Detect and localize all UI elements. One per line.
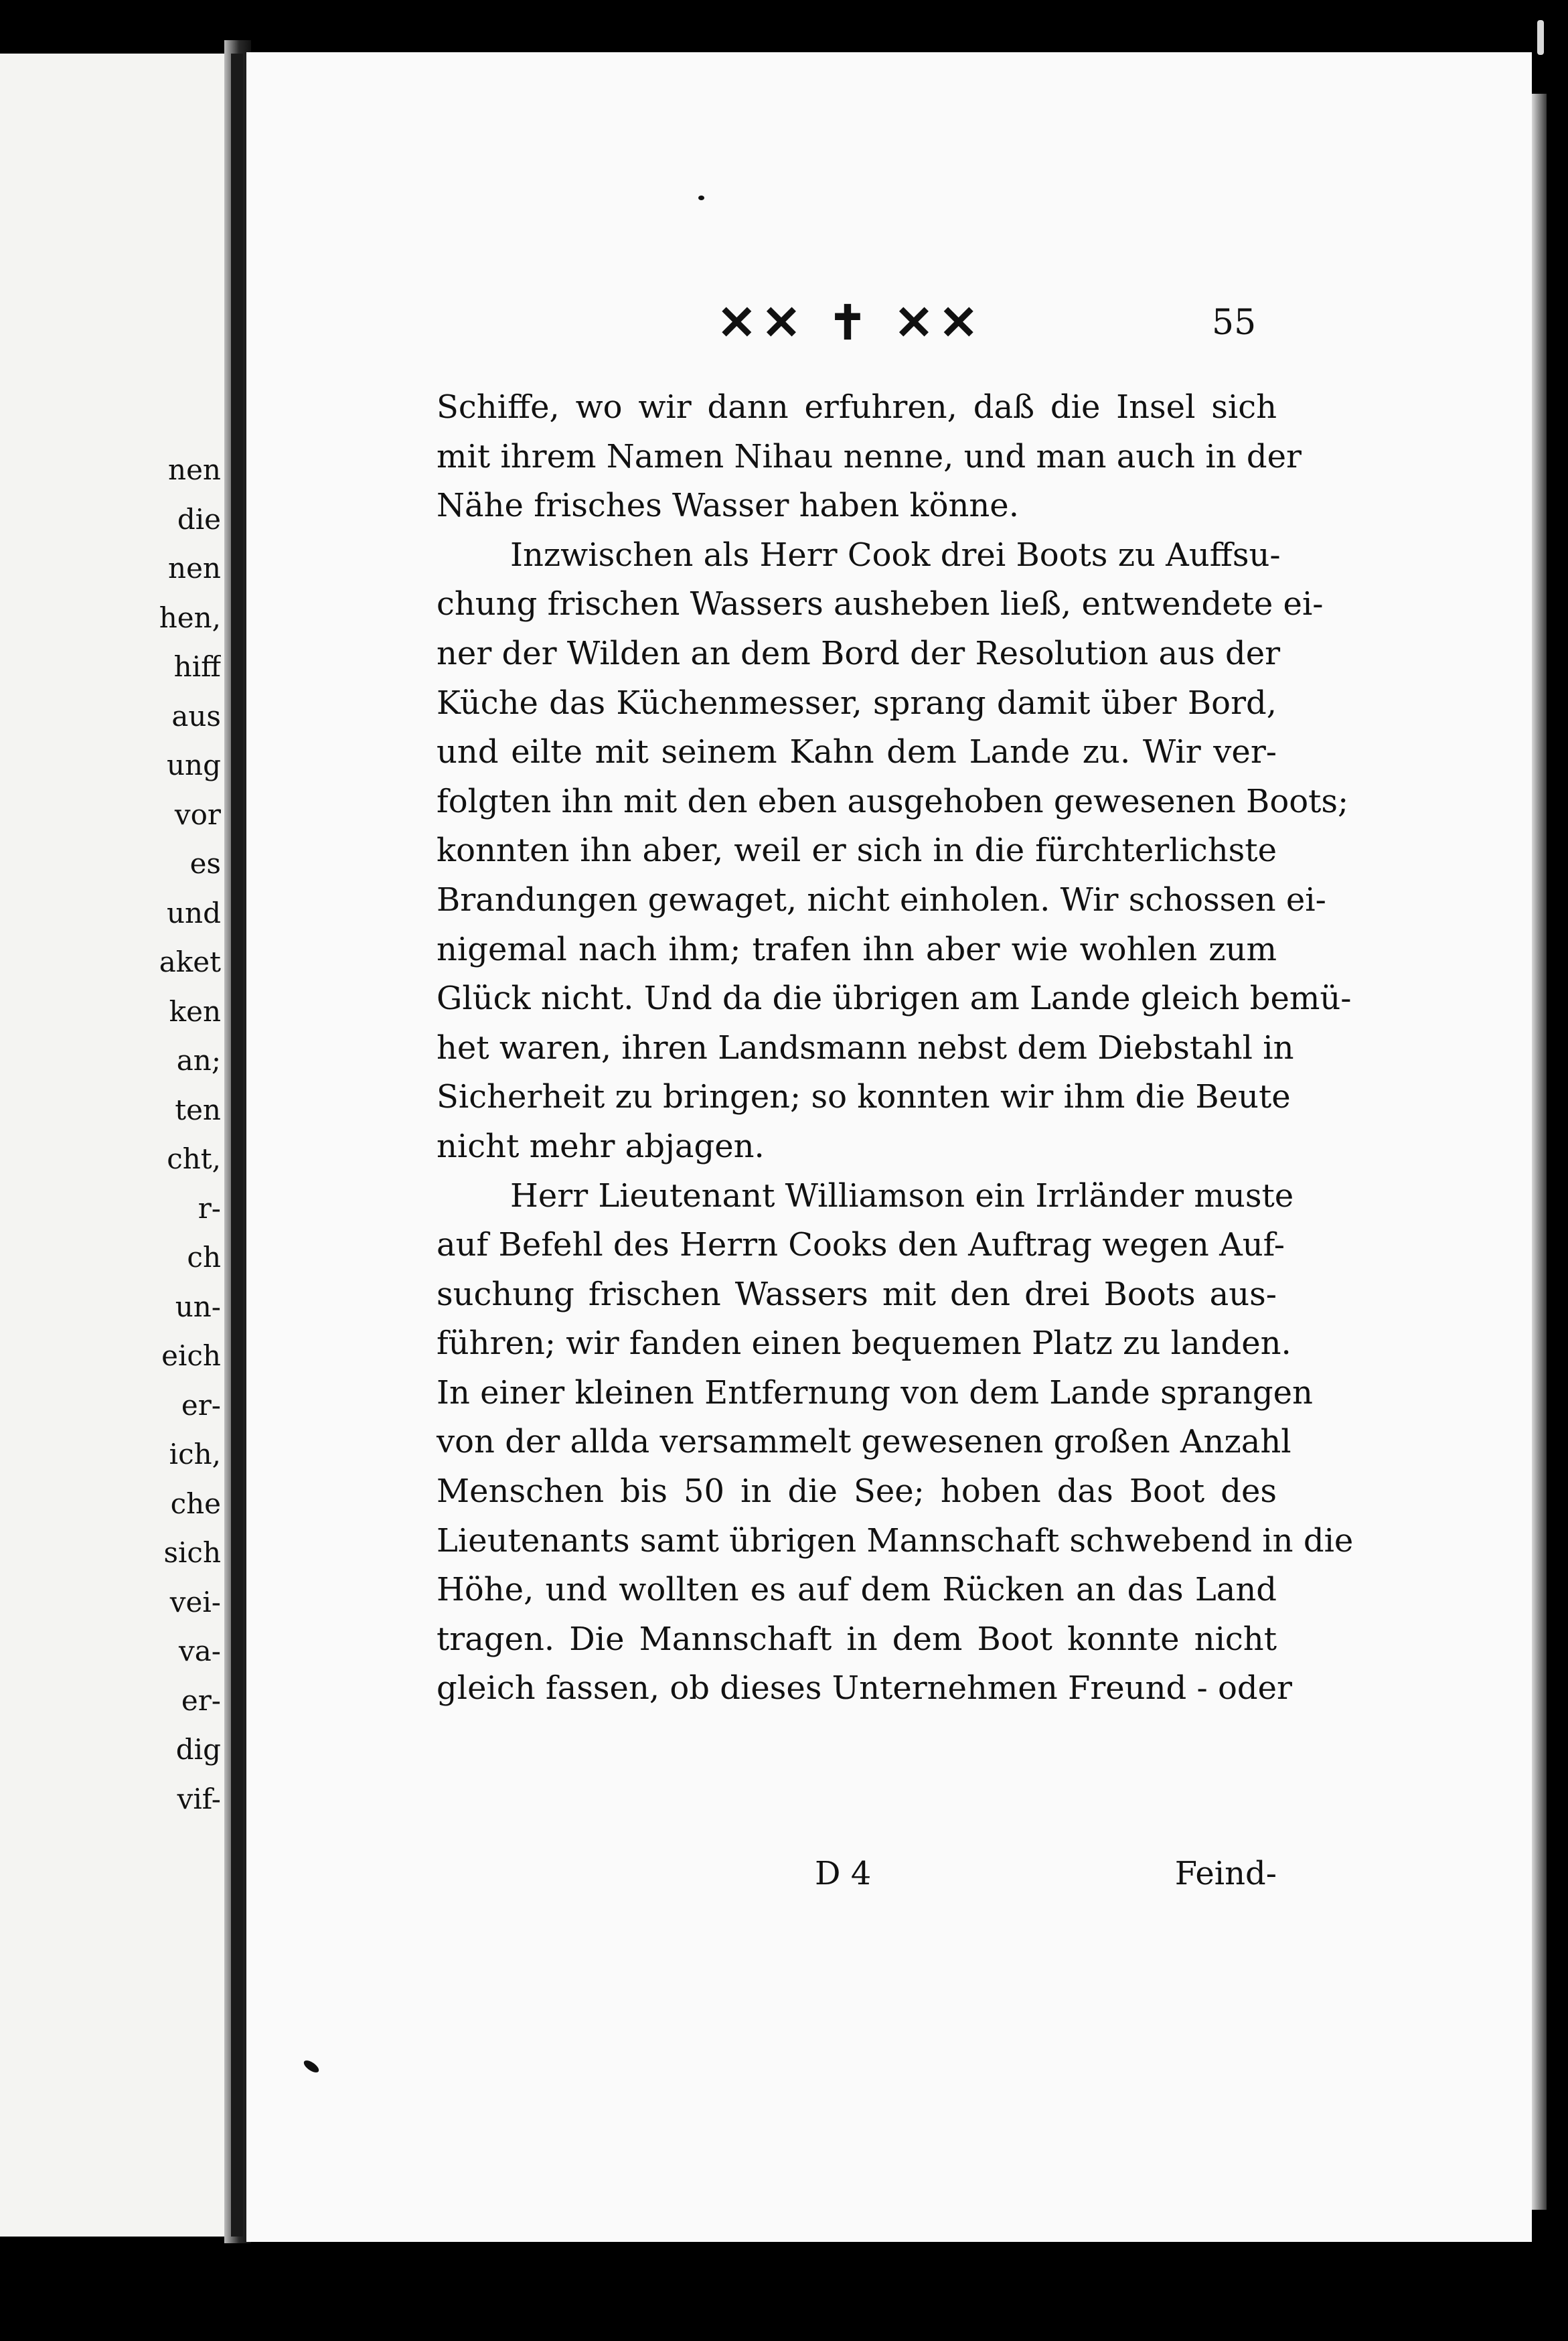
text-line: In einer kleinen Entfernung von dem Lande sprangen [437, 1373, 1313, 1412]
text-line: und eilte mit seinem Kahn dem Lande zu. Wir ver- [437, 733, 1277, 771]
left-line-ending: eich [161, 1339, 221, 1372]
text-line: tragen. Die Mannschaft in dem Boot konnte nicht [437, 1620, 1277, 1658]
left-line-ending: ten [175, 1093, 221, 1126]
text-line: auf Befehl des Herrn Cooks den Auftrag wegen Auf- [437, 1226, 1285, 1264]
text-line: het waren, ihren Landsmann nebst dem Diebstahl in [437, 1029, 1294, 1067]
left-line-ending: und [167, 896, 221, 929]
body-text [437, 383, 1354, 1714]
left-line-ending: aus [171, 699, 221, 733]
left-line-ending: es [189, 847, 221, 880]
text-line: Nähe frisches Wasser haben könne. [437, 487, 1019, 525]
text-line: Schiffe, wo wir dann erfuhren, daß die Insel sich [437, 388, 1277, 426]
left-line-ending: ch [187, 1241, 221, 1274]
catchword: Feind- [1174, 1855, 1277, 1892]
text-line: Brandungen gewaget, nicht einholen. Wir schossen ei- [437, 881, 1326, 919]
left-page-line-endings [0, 445, 221, 1823]
book-gutter [231, 54, 243, 2237]
left-line-ending: hen, [159, 601, 221, 634]
left-line-ending: aket [159, 946, 221, 978]
text-line: chung frischen Wassers ausheben ließ, entwendete ei- [437, 585, 1324, 623]
left-line-ending: hiff [173, 650, 221, 683]
text-line: ner der Wilden an dem Bord der Resolution aus der [437, 634, 1281, 672]
page-footer [437, 1855, 1277, 1902]
left-line-ending: an; [176, 1044, 221, 1077]
text-line: von der allda versammelt gewesenen großen Anzahl [437, 1423, 1291, 1461]
left-line-ending: nen [168, 453, 221, 486]
left-line-ending: vif- [177, 1782, 221, 1815]
left-line-ending: ich, [169, 1438, 221, 1470]
ink-speck [698, 196, 704, 200]
page-edge-shadow [1532, 94, 1547, 2210]
text-line: Lieutenants samt übrigen Mannschaft schwebend in die [437, 1521, 1354, 1560]
left-line-ending: er- [181, 1683, 221, 1717]
text-line: Glück nicht. Und da die übrigen am Lande gleich bemü- [437, 980, 1352, 1018]
left-line-ending: sich [163, 1536, 221, 1569]
scan-corner-mark [1537, 20, 1544, 55]
text-line: konnten ihn aber, weil er sich in die fürchterlichste [437, 832, 1277, 870]
text-line: Küche das Küchenmesser, sprang damit über Bord, [437, 684, 1277, 722]
left-line-ending: vor [174, 798, 221, 831]
text-line: mit ihrem Namen Nihau nenne, und man auch in der [437, 437, 1302, 475]
left-line-ending: cht, [167, 1142, 221, 1175]
text-line: Sicherheit zu bringen; so konnten wir ihm die Beute [437, 1078, 1291, 1116]
text-line: Inzwischen als Herr Cook drei Boots zu Auffsu- [510, 536, 1281, 574]
header-ornament: ✕✕ ✝ ✕✕ [716, 295, 984, 350]
text-line: Herr Lieutenant Williamson ein Irrländer muste [510, 1177, 1294, 1215]
left-line-ending: r- [198, 1191, 221, 1225]
signature-mark: D 4 [815, 1855, 872, 1892]
text-line: gleich fassen, ob dieses Unternehmen Freund - oder [437, 1669, 1292, 1708]
left-line-ending: dig [175, 1733, 221, 1766]
left-line-ending: va- [179, 1635, 221, 1667]
left-line-ending: die [177, 502, 221, 536]
text-line: führen; wir fanden einen bequemen Platz zu landen. [437, 1325, 1291, 1363]
page-number: 55 [1212, 303, 1257, 343]
left-line-ending: nen [168, 552, 221, 585]
left-line-ending: che [170, 1487, 221, 1520]
text-line: folgten ihn mit den eben ausgehoben gewesenen Boots; [437, 782, 1349, 820]
text-line: Höhe, und wollten es auf dem Rücken an das Land [437, 1571, 1277, 1609]
left-line-ending: un- [175, 1290, 221, 1323]
text-line: suchung frischen Wassers mit den drei Boots aus- [437, 1275, 1277, 1313]
running-header [696, 295, 1004, 350]
left-line-ending: ung [167, 749, 221, 781]
text-line: Menschen bis 50 in die See; hoben das Boot des [437, 1472, 1277, 1511]
left-line-ending: vei- [169, 1585, 221, 1618]
left-page [0, 54, 231, 2237]
text-line: nicht mehr abjagen. [437, 1127, 765, 1165]
text-line: nigemal nach ihm; trafen ihn aber wie wohlen zum [437, 930, 1277, 968]
left-line-ending: er- [181, 1388, 221, 1422]
left-line-ending: ken [169, 994, 221, 1028]
